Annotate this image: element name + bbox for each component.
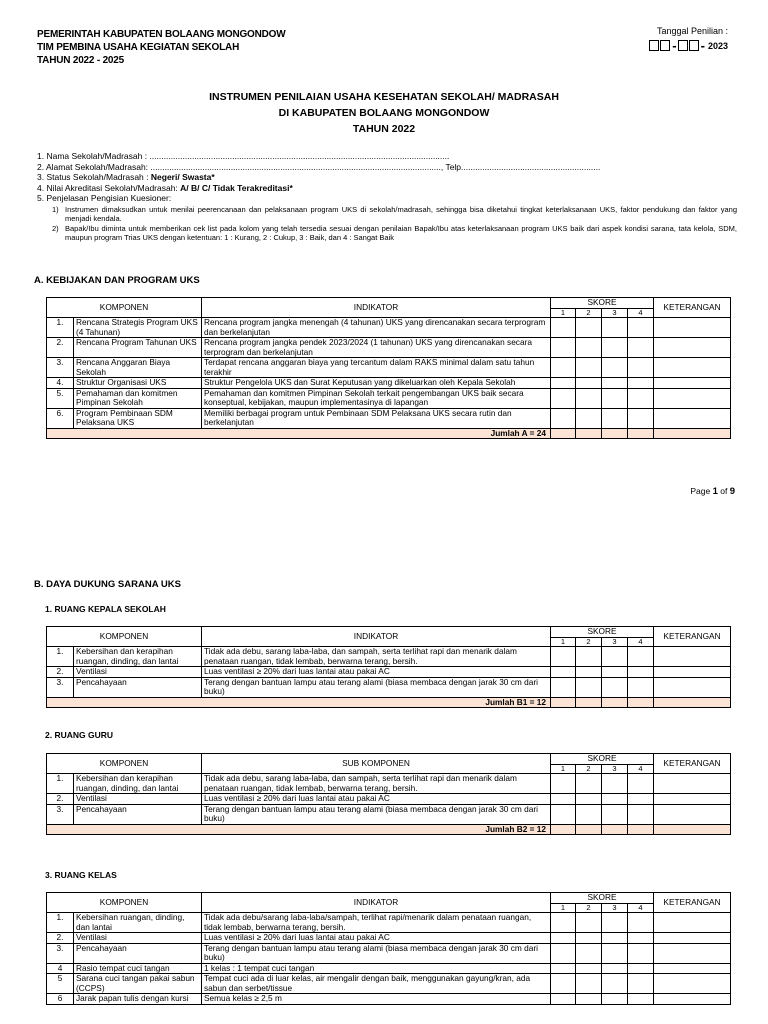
total-score-cell[interactable]: [602, 428, 628, 439]
total-keterangan-cell[interactable]: [654, 697, 731, 708]
row-number: 5.: [47, 388, 74, 408]
instructions-heading: 5. Penjelasan Pengisian Kuesioner:: [37, 193, 172, 203]
row-komponen: Kebersihan dan kerapihan ruangan, dinding, dan lantai: [74, 774, 202, 794]
row-komponen: Rasio tempat cuci tangan: [74, 963, 202, 974]
row-number: 1.: [47, 774, 74, 794]
col-keterangan: KETERANGAN: [654, 298, 731, 318]
score-cell-4[interactable]: [628, 388, 654, 408]
table-row: [47, 318, 731, 338]
score-4-header: 4: [628, 309, 654, 318]
score-2-header: 2: [576, 309, 602, 318]
row-number: 1.: [47, 913, 74, 933]
section-b3-title: 3. RUANG KELAS: [45, 870, 117, 880]
score-cell-4[interactable]: [628, 963, 654, 974]
row-indikator: Rencana program jangka pendek 2023/2024 (1 tahunan) UKS yang direncanakan secara terprogram dan berkelanjutan: [202, 338, 551, 358]
table-row: [47, 933, 731, 944]
total-score-cell[interactable]: [602, 824, 628, 835]
row-komponen: Pencahayaan: [74, 943, 202, 963]
table-row: [47, 974, 731, 994]
total-score-cell[interactable]: [576, 824, 602, 835]
col-sub-komponen: SUB KOMPONEN: [202, 754, 551, 774]
score-cell-4[interactable]: [628, 774, 654, 794]
score-cell-1[interactable]: [551, 677, 576, 697]
row-number: 6.: [47, 408, 74, 428]
row-indikator: Terang dengan bantuan lampu atau terang alami (biasa membaca dengan jarak 30 cm dari buku): [202, 804, 551, 824]
score-cell-3[interactable]: [602, 913, 628, 933]
score-cell-3[interactable]: [602, 794, 628, 805]
total-row: [47, 697, 731, 708]
row-indikator: 1 kelas : 1 tempat cuci tangan: [202, 963, 551, 974]
section-b2-title: 2. RUANG GURU: [45, 730, 114, 740]
score-cell-4[interactable]: [628, 378, 654, 389]
score-cell-4[interactable]: [628, 943, 654, 963]
col-komponen: KOMPONEN: [47, 627, 202, 647]
score-cell-4[interactable]: [628, 318, 654, 338]
row-indikator: Semua kelas ≥ 2,5 m: [202, 994, 551, 1005]
table-row: [47, 677, 731, 697]
score-cell-2[interactable]: [576, 388, 602, 408]
row-komponen: Ventilasi: [74, 667, 202, 678]
score-cell-4[interactable]: [628, 677, 654, 697]
table-ruang-kepala-sekolah: [46, 626, 731, 708]
keterangan-cell[interactable]: [654, 677, 731, 697]
table-row: [47, 963, 731, 974]
row-indikator: Terang dengan bantuan lampu atau terang alami (biasa membaca dengan jarak 30 cm dari buku): [202, 677, 551, 697]
row-komponen: Pemahaman dan komitmen Pimpinan Sekolah: [74, 388, 202, 408]
score-cell-3[interactable]: [602, 338, 628, 358]
keterangan-cell[interactable]: [654, 974, 731, 994]
score-cell-3[interactable]: [602, 667, 628, 678]
score-cell-2[interactable]: [576, 913, 602, 933]
score-cell-1[interactable]: [551, 667, 576, 678]
row-number: 2.: [47, 667, 74, 678]
row-komponen: Program Pembinaan SDM Pelaksana UKS: [74, 408, 202, 428]
section-b-title: B. DAYA DUKUNG SARANA UKS: [34, 579, 181, 590]
school-status-line: [37, 172, 737, 183]
score-cell-3[interactable]: [602, 933, 628, 944]
score-cell-1[interactable]: [551, 338, 576, 358]
table-row: [47, 774, 731, 794]
keterangan-cell[interactable]: [654, 994, 731, 1005]
total-score-cell[interactable]: [551, 824, 576, 835]
row-number: 1.: [47, 647, 74, 667]
row-indikator: Tidak ada debu, sarang laba-laba, dan sampah, serta terlihat rapi dan menarik dalam penataan ruangan, tidak lembab, berwarna terang, bersih.: [202, 647, 551, 667]
row-number: 4.: [47, 378, 74, 389]
score-cell-1[interactable]: [551, 358, 576, 378]
score-cell-2[interactable]: [576, 794, 602, 805]
row-number: 3.: [47, 358, 74, 378]
document-title: [0, 89, 768, 137]
row-indikator: Terang dengan bantuan lampu atau terang alami (biasa membaca dengan jarak 30 cm dari buku): [202, 943, 551, 963]
score-cell-4[interactable]: [628, 974, 654, 994]
keterangan-cell[interactable]: [654, 667, 731, 678]
score-cell-4[interactable]: [628, 994, 654, 1005]
keterangan-cell[interactable]: [654, 933, 731, 944]
row-indikator: Luas ventilasi ≥ 20% dari luas lantai atau pakai AC: [202, 667, 551, 678]
col-keterangan: KETERANGAN: [654, 627, 731, 647]
total-score-cell[interactable]: [576, 697, 602, 708]
row-number: 5: [47, 974, 74, 994]
score-cell-2[interactable]: [576, 774, 602, 794]
score-cell-1[interactable]: [551, 963, 576, 974]
score-cell-1[interactable]: [551, 408, 576, 428]
row-indikator: Tidak ada debu/sarang laba-laba/sampah, terlihat rapi/menarik dalam penataan ruangan, tidak lembab, berwarna terang, bersih.: [202, 913, 551, 933]
score-cell-2[interactable]: [576, 804, 602, 824]
row-komponen: Struktur Organisasi UKS: [74, 378, 202, 389]
score-cell-3[interactable]: [602, 963, 628, 974]
date-year: 2023: [707, 41, 728, 51]
score-cell-3[interactable]: [602, 408, 628, 428]
score-cell-2[interactable]: [576, 667, 602, 678]
score-cell-1[interactable]: [551, 318, 576, 338]
total-score-cell[interactable]: [602, 697, 628, 708]
score-cell-2[interactable]: [576, 677, 602, 697]
score-cell-3[interactable]: [602, 804, 628, 824]
total-score-cell[interactable]: [628, 428, 654, 439]
col-skore: SKORE: [551, 893, 654, 904]
row-number: 2.: [47, 794, 74, 805]
table-row: [47, 913, 731, 933]
date-separator: -: [700, 38, 705, 53]
date-digit-box: [689, 40, 699, 51]
row-komponen: Rencana Program Tahunan UKS: [74, 338, 202, 358]
score-3-header: 3: [602, 904, 628, 913]
score-cell-4[interactable]: [628, 933, 654, 944]
row-komponen: Sarana cuci tangan pakai sabun (CCPS): [74, 974, 202, 994]
accreditation-label: 4. Nilai Akreditasi Sekolah/Madrasah:: [37, 182, 178, 193]
table-kebijakan-program: [46, 297, 731, 439]
row-number: 4: [47, 963, 74, 974]
score-4-header: 4: [628, 638, 654, 647]
col-keterangan: KETERANGAN: [654, 893, 731, 913]
title-line: TAHUN 2022: [352, 123, 416, 135]
score-cell-3[interactable]: [602, 378, 628, 389]
score-cell-3[interactable]: [602, 974, 628, 994]
keterangan-cell[interactable]: [654, 318, 731, 338]
col-komponen: KOMPONEN: [47, 754, 202, 774]
score-cell-1[interactable]: [551, 943, 576, 963]
date-field: [649, 40, 728, 51]
score-cell-2[interactable]: [576, 378, 602, 389]
keterangan-cell[interactable]: [654, 647, 731, 667]
row-komponen: Pencahayaan: [74, 804, 202, 824]
row-komponen: Jarak papan tulis dengan kursi: [74, 994, 202, 1005]
row-indikator: Tidak ada debu, sarang laba-laba, dan sampah, serta terlihat rapi dan menarik dalam penataan ruangan, tidak lembab, berwarna terang, bersih.: [202, 774, 551, 794]
score-cell-2[interactable]: [576, 318, 602, 338]
table-row: [47, 378, 731, 389]
score-cell-1[interactable]: [551, 647, 576, 667]
school-name-line: 1. Nama Sekolah/Madrasah : ...............................................................................................................................: [37, 151, 450, 161]
row-number: 6: [47, 994, 74, 1005]
score-cell-1[interactable]: [551, 804, 576, 824]
row-komponen: Pencahayaan: [74, 677, 202, 697]
score-3-header: 3: [602, 765, 628, 774]
score-cell-4[interactable]: [628, 408, 654, 428]
instruction-note: 2) Bapak/Ibu diminta untuk memberikan cek list pada kolom yang telah tersedia sesuai dengan penilaian Bapak/Ibu atas keterlaksanaan program UKS baik dari aspek kondisi sarana, tata kelola, SDM, maupun program Trias UKS dengan ketentuan: 1 : Kurang, 2 : Cukup, 3 : Baik, dan 4 : Sangat Baik: [52, 223, 737, 242]
score-cell-1[interactable]: [551, 378, 576, 389]
score-1-header: 1: [551, 765, 576, 774]
date-label: Tanggal Penilian :: [656, 26, 728, 36]
row-komponen: Rencana Strategis Program UKS (4 Tahunan): [74, 318, 202, 338]
score-cell-4[interactable]: [628, 913, 654, 933]
score-cell-1[interactable]: [551, 774, 576, 794]
row-indikator: Tempat cuci ada di luar kelas, air mengalir dengan baik, menggunakan gayung/kran, ada sabun dan serbet/tissue: [202, 974, 551, 994]
col-skore: SKORE: [551, 627, 654, 638]
score-cell-3[interactable]: [602, 358, 628, 378]
table-row: [47, 647, 731, 667]
keterangan-cell[interactable]: [654, 358, 731, 378]
score-cell-4[interactable]: [628, 667, 654, 678]
col-skore: SKORE: [551, 298, 654, 309]
school-info: [37, 151, 737, 243]
score-cell-2[interactable]: [576, 408, 602, 428]
date-digit-box: [678, 40, 688, 51]
score-3-header: 3: [602, 309, 628, 318]
keterangan-cell[interactable]: [654, 388, 731, 408]
row-number: 2.: [47, 338, 74, 358]
keterangan-cell[interactable]: [654, 943, 731, 963]
date-digit-box: [649, 40, 659, 51]
row-indikator: Terdapat rencana anggaran biaya yang tercantum dalam RAKS minimal dalam satu tahun terakhir: [202, 358, 551, 378]
title-line: DI KABUPATEN BOLAANG MONGONDOW: [278, 107, 490, 119]
table-row: [47, 388, 731, 408]
title-line: INSTRUMEN PENILAIAN USAHA KESEHATAN SEKOLAH/ MADRASAH: [209, 91, 559, 103]
keterangan-cell[interactable]: [654, 913, 731, 933]
col-indikator: INDIKATOR: [202, 298, 551, 318]
total-row: [47, 824, 731, 835]
score-2-header: 2: [576, 765, 602, 774]
total-label: Jumlah A = 24: [47, 428, 551, 439]
total-label: Jumlah B2 = 12: [47, 824, 551, 835]
status-value: Negeri/ Swasta*: [150, 172, 215, 182]
table-row: [47, 408, 731, 428]
col-komponen: KOMPONEN: [47, 893, 202, 913]
score-cell-1[interactable]: [551, 794, 576, 805]
keterangan-cell[interactable]: [654, 804, 731, 824]
total-keterangan-cell[interactable]: [654, 428, 731, 439]
table-row: [47, 667, 731, 678]
score-cell-2[interactable]: [576, 974, 602, 994]
score-cell-3[interactable]: [602, 318, 628, 338]
score-cell-2[interactable]: [576, 943, 602, 963]
score-cell-1[interactable]: [551, 388, 576, 408]
total-score-cell[interactable]: [628, 824, 654, 835]
keterangan-cell[interactable]: [654, 338, 731, 358]
header-organization: [37, 28, 286, 67]
col-skore: SKORE: [551, 754, 654, 765]
score-1-header: 1: [551, 309, 576, 318]
row-number: 2.: [47, 933, 74, 944]
table-ruang-kelas: [46, 892, 731, 1005]
school-address-line: 2. Alamat Sekolah/Madrasah: ..........................................................................................................................., Telp...........................................................: [37, 161, 601, 172]
keterangan-cell[interactable]: [654, 963, 731, 974]
total-row: [47, 428, 731, 439]
table-row: [47, 994, 731, 1005]
row-number: 3.: [47, 804, 74, 824]
score-cell-3[interactable]: [602, 677, 628, 697]
score-cell-4[interactable]: [628, 338, 654, 358]
row-indikator: Memiliki berbagai program untuk Pembinaan SDM Pelaksana UKS secara rutin dan berkelanjutan: [202, 408, 551, 428]
col-komponen: KOMPONEN: [47, 298, 202, 318]
row-indikator: Struktur Pengelola UKS dan Surat Keputusan yang dikeluarkan oleh Kepala Sekolah: [202, 378, 551, 389]
score-1-header: 1: [551, 638, 576, 647]
keterangan-cell[interactable]: [654, 774, 731, 794]
row-komponen: Kebersihan dan kerapihan ruangan, dinding, dan lantai: [74, 647, 202, 667]
row-number: 1.: [47, 318, 74, 338]
score-cell-2[interactable]: [576, 647, 602, 667]
col-indikator: INDIKATOR: [202, 627, 551, 647]
total-score-cell[interactable]: [576, 428, 602, 439]
score-cell-4[interactable]: [628, 804, 654, 824]
table-ruang-guru: [46, 753, 731, 835]
accreditation-line: [37, 183, 737, 194]
org-line: TAHUN 2022 - 2025: [37, 55, 125, 66]
score-2-header: 2: [576, 638, 602, 647]
table-row: [47, 358, 731, 378]
table-row: [47, 794, 731, 805]
score-cell-4[interactable]: [628, 794, 654, 805]
keterangan-cell[interactable]: [654, 408, 731, 428]
score-4-header: 4: [628, 904, 654, 913]
row-number: 3.: [47, 943, 74, 963]
keterangan-cell[interactable]: [654, 794, 731, 805]
col-indikator: INDIKATOR: [202, 893, 551, 913]
assessment-date: [649, 26, 728, 51]
row-komponen: Ventilasi: [74, 794, 202, 805]
score-cell-1[interactable]: [551, 913, 576, 933]
score-cell-4[interactable]: [628, 647, 654, 667]
total-keterangan-cell[interactable]: [654, 824, 731, 835]
total-score-cell[interactable]: [551, 428, 576, 439]
section-b1-title: 1. RUANG KEPALA SEKOLAH: [45, 604, 166, 614]
total-score-cell[interactable]: [628, 697, 654, 708]
total-score-cell[interactable]: [551, 697, 576, 708]
score-cell-3[interactable]: [602, 647, 628, 667]
row-indikator: Luas ventilasi ≥ 20% dari luas lantai atau pakai AC: [202, 794, 551, 805]
row-indikator: Luas ventilasi ≥ 20% dari luas lantai atau pakai AC: [202, 933, 551, 944]
instruction-note: 1) Instrumen dimaksudkan untuk menilai peerencanaan dan pelaksanaan program UKS di sekolah/madrasah, sehingga bisa diketahui tingkat keterlaksanaan UKS, faktor pendukung dan faktor yang menjadi kendala.: [52, 204, 737, 223]
score-cell-2[interactable]: [576, 933, 602, 944]
score-cell-3[interactable]: [602, 994, 628, 1005]
score-cell-3[interactable]: [602, 774, 628, 794]
col-keterangan: KETERANGAN: [654, 754, 731, 774]
section-a-title: A. KEBIJAKAN DAN PROGRAM UKS: [34, 275, 200, 286]
row-number: 3.: [47, 677, 74, 697]
row-indikator: Rencana program jangka menengah (4 tahunan) UKS yang direncanakan secara terprogram dan berkelanjutan: [202, 318, 551, 338]
org-line: TIM PEMBINA USAHA KEGIATAN SEKOLAH: [37, 42, 240, 53]
score-cell-2[interactable]: [576, 994, 602, 1005]
score-cell-3[interactable]: [602, 943, 628, 963]
score-cell-2[interactable]: [576, 338, 602, 358]
keterangan-cell[interactable]: [654, 378, 731, 389]
status-label: 3. Status Sekolah/Madrasah :: [37, 172, 149, 182]
accreditation-value: A/ B/ C/ Tidak Terakreditasi*: [180, 182, 293, 193]
date-digit-box: [660, 40, 670, 51]
score-cell-3[interactable]: [602, 388, 628, 408]
score-cell-2[interactable]: [576, 358, 602, 378]
row-komponen: Ventilasi: [74, 933, 202, 944]
score-3-header: 3: [602, 638, 628, 647]
score-cell-2[interactable]: [576, 963, 602, 974]
row-komponen: Rencana Anggaran Biaya Sekolah: [74, 358, 202, 378]
score-cell-1[interactable]: [551, 933, 576, 944]
row-komponen: Kebersihan ruangan, dinding, dan lantai: [74, 913, 202, 933]
score-cell-4[interactable]: [628, 358, 654, 378]
table-row: [47, 804, 731, 824]
table-row: [47, 943, 731, 963]
table-row: [47, 338, 731, 358]
score-cell-1[interactable]: [551, 974, 576, 994]
score-4-header: 4: [628, 765, 654, 774]
org-line: PEMERINTAH KABUPATEN BOLAANG MONGONDOW: [37, 29, 286, 40]
date-separator: -: [672, 38, 677, 53]
score-2-header: 2: [576, 904, 602, 913]
page-number: Page 1 of 9: [690, 486, 735, 497]
score-cell-1[interactable]: [551, 994, 576, 1005]
row-indikator: Pemahaman dan komitmen Pimpinan Sekolah terkait pengembangan UKS baik secara konseptual, kebijakan, maupun implementasinya di lapangan: [202, 388, 551, 408]
score-1-header: 1: [551, 904, 576, 913]
instruction-notes: [52, 205, 737, 242]
total-label: Jumlah B1 = 12: [47, 697, 551, 708]
